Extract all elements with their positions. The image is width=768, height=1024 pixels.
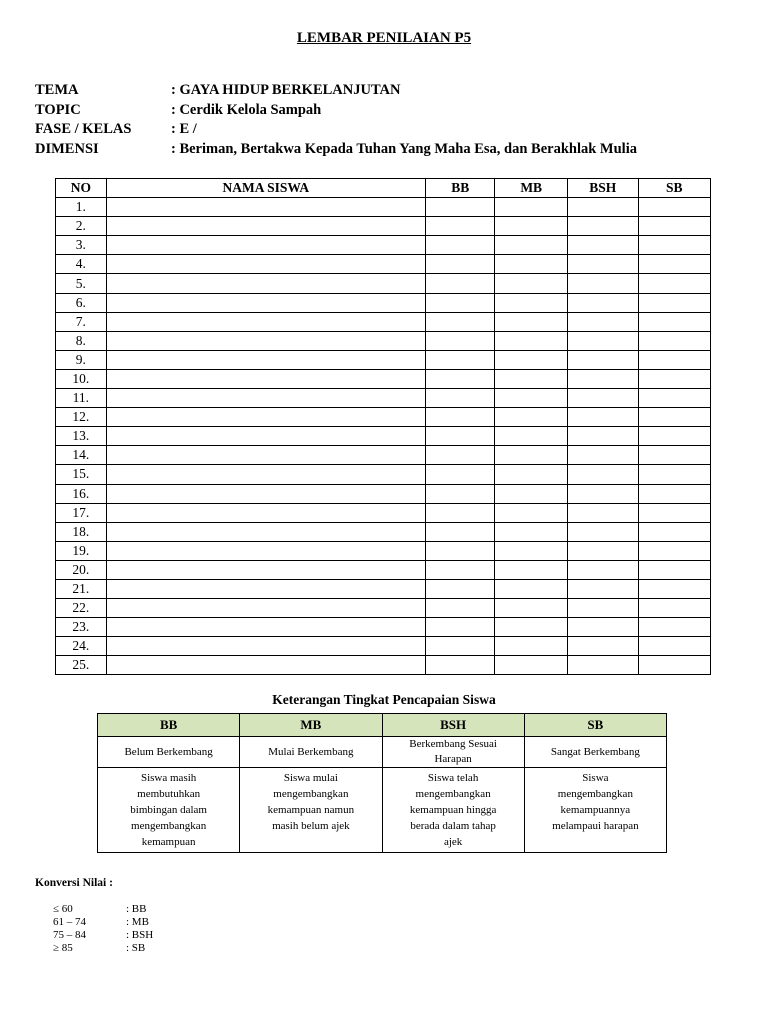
name-cell[interactable] xyxy=(106,312,425,331)
sb-cell[interactable] xyxy=(638,408,711,427)
bb-cell[interactable] xyxy=(425,293,494,312)
sb-cell[interactable] xyxy=(638,446,711,465)
sb-cell[interactable] xyxy=(638,274,711,293)
bb-cell[interactable] xyxy=(425,446,494,465)
bsh-cell[interactable] xyxy=(567,293,638,312)
row-number: 9. xyxy=(56,350,107,369)
bsh-cell[interactable] xyxy=(567,579,638,598)
sb-cell[interactable] xyxy=(638,331,711,350)
bb-cell[interactable] xyxy=(425,350,494,369)
konversi-range: ≤ 60 xyxy=(53,903,73,915)
bsh-cell[interactable] xyxy=(567,369,638,388)
konversi-title: Konversi Nilai : xyxy=(35,877,113,889)
sb-cell[interactable] xyxy=(638,350,711,369)
row-number: 4. xyxy=(56,255,107,274)
table-row xyxy=(56,274,711,293)
bsh-cell[interactable] xyxy=(567,503,638,522)
name-cell[interactable] xyxy=(106,618,425,637)
bsh-cell[interactable] xyxy=(567,522,638,541)
header-mb: MB xyxy=(495,179,568,198)
row-number: 18. xyxy=(56,522,107,541)
konversi-item xyxy=(53,929,153,942)
mb-cell[interactable] xyxy=(495,541,568,560)
bb-cell[interactable] xyxy=(425,637,494,656)
bb-cell[interactable] xyxy=(425,217,494,236)
legend-desc-line: membutuhkan xyxy=(137,788,201,800)
legend-desc-line: berada dalam tahap xyxy=(410,820,496,832)
sb-cell[interactable] xyxy=(638,656,711,675)
row-number: 7. xyxy=(56,312,107,331)
sb-cell[interactable] xyxy=(638,484,711,503)
row-number: 3. xyxy=(56,236,107,255)
legend-desc-line: kemampuan hingga xyxy=(409,804,497,816)
bb-cell[interactable] xyxy=(425,255,494,274)
row-number: 20. xyxy=(56,560,107,579)
bsh-cell[interactable] xyxy=(567,560,638,579)
konversi-item xyxy=(53,942,153,955)
bsh-cell[interactable] xyxy=(567,656,638,675)
mb-cell[interactable] xyxy=(495,369,568,388)
legend-desc-line: bimbingan dalam xyxy=(130,804,207,816)
mb-cell[interactable] xyxy=(495,312,568,331)
row-number: 25. xyxy=(56,656,107,675)
table-row xyxy=(56,408,711,427)
sb-cell[interactable] xyxy=(638,312,711,331)
mb-cell[interactable] xyxy=(495,522,568,541)
name-cell[interactable] xyxy=(106,369,425,388)
table-row xyxy=(56,541,711,560)
legend-desc-line: Siswa mulai xyxy=(283,772,338,784)
sb-cell[interactable] xyxy=(638,560,711,579)
row-number: 21. xyxy=(56,579,107,598)
legend-desc-line: Siswa xyxy=(582,772,609,784)
bb-cell[interactable] xyxy=(425,522,494,541)
meta-value: : GAYA HIDUP BERKELANJUTAN xyxy=(171,82,401,98)
bb-cell[interactable] xyxy=(425,656,494,675)
sb-cell[interactable] xyxy=(638,503,711,522)
row-number: 11. xyxy=(56,389,107,408)
legend-desc-row xyxy=(98,768,667,853)
bb-cell[interactable] xyxy=(425,198,494,217)
name-cell[interactable] xyxy=(106,331,425,350)
table-row xyxy=(56,522,711,541)
bsh-cell[interactable] xyxy=(567,389,638,408)
meta-value: : Beriman, Bertakwa Kepada Tuhan Yang Maha Esa, dan Berakhlak Mulia xyxy=(171,140,637,157)
mb-cell[interactable] xyxy=(495,236,568,255)
sb-cell[interactable] xyxy=(638,293,711,312)
bb-cell[interactable] xyxy=(425,484,494,503)
bb-cell[interactable] xyxy=(425,274,494,293)
legend-name-line: Harapan xyxy=(434,753,472,765)
table-row xyxy=(56,599,711,618)
page-title-text: LEMBAR PENILAIAN P5 xyxy=(296,30,472,46)
legend-desc-line: melampaui harapan xyxy=(552,820,639,832)
header-nama-siswa: NAMA SISWA xyxy=(106,179,425,198)
sb-cell[interactable] xyxy=(638,255,711,274)
row-number: 24. xyxy=(56,637,107,656)
bb-cell[interactable] xyxy=(425,312,494,331)
bsh-cell[interactable] xyxy=(567,217,638,236)
sb-cell[interactable] xyxy=(638,236,711,255)
table-row xyxy=(56,331,711,350)
meta-label: TOPIC xyxy=(35,101,81,118)
sb-cell[interactable] xyxy=(638,198,711,217)
legend-desc-bsh xyxy=(382,768,524,853)
bsh-cell[interactable] xyxy=(567,198,638,217)
meta-label: FASE / KELAS xyxy=(35,121,132,137)
mb-cell[interactable] xyxy=(495,350,568,369)
name-cell[interactable] xyxy=(106,579,425,598)
bb-cell[interactable] xyxy=(425,579,494,598)
mb-cell[interactable] xyxy=(495,389,568,408)
bb-cell[interactable] xyxy=(425,427,494,446)
bsh-cell[interactable] xyxy=(567,465,638,484)
bb-cell[interactable] xyxy=(425,541,494,560)
konversi-grade: : BSH xyxy=(126,929,154,941)
mb-cell[interactable] xyxy=(495,217,568,236)
meta-row-dimensi xyxy=(35,141,637,161)
table-row xyxy=(56,637,711,656)
mb-cell[interactable] xyxy=(495,293,568,312)
sb-cell[interactable] xyxy=(638,541,711,560)
legend-desc-bb xyxy=(98,768,240,853)
konversi-grade: : SB xyxy=(126,942,146,954)
legend-desc-line: mengembangkan xyxy=(131,820,207,832)
meta-row-tema xyxy=(35,82,637,102)
name-cell[interactable] xyxy=(106,637,425,656)
table-row xyxy=(56,217,711,236)
sb-cell[interactable] xyxy=(638,599,711,618)
legend-desc-mb xyxy=(240,768,382,853)
header-bb: BB xyxy=(425,179,494,198)
legend-desc-line: ajek xyxy=(443,836,463,848)
mb-cell[interactable] xyxy=(495,408,568,427)
mb-cell[interactable] xyxy=(495,255,568,274)
bb-cell[interactable] xyxy=(425,236,494,255)
legend-header-row xyxy=(98,714,667,737)
meta-label: TEMA xyxy=(35,82,79,98)
legend-name-line: Berkembang Sesuai xyxy=(409,738,497,750)
sb-cell[interactable] xyxy=(638,369,711,388)
legend-desc-line: mengembangkan xyxy=(415,788,491,800)
header-bsh: BSH xyxy=(567,179,638,198)
mb-cell[interactable] xyxy=(495,427,568,446)
table-row xyxy=(56,427,711,446)
name-cell[interactable] xyxy=(106,599,425,618)
legend-name-bsh xyxy=(382,737,524,768)
name-cell[interactable] xyxy=(106,198,425,217)
name-cell[interactable] xyxy=(106,427,425,446)
name-cell[interactable] xyxy=(106,446,425,465)
row-number: 14. xyxy=(56,446,107,465)
konversi-range: ≥ 85 xyxy=(53,942,73,954)
row-number: 6. xyxy=(56,293,107,312)
name-cell[interactable] xyxy=(106,217,425,236)
meta-value: : E / xyxy=(171,121,197,137)
mb-cell[interactable] xyxy=(495,465,568,484)
bb-cell[interactable] xyxy=(425,465,494,484)
mb-cell[interactable] xyxy=(495,599,568,618)
row-number: 23. xyxy=(56,618,107,637)
table-row xyxy=(56,312,711,331)
sb-cell[interactable] xyxy=(638,522,711,541)
table-row xyxy=(56,389,711,408)
konversi-grade: : BB xyxy=(126,903,147,915)
sb-cell[interactable] xyxy=(638,579,711,598)
meta-label: DIMENSI xyxy=(35,140,99,157)
mb-cell[interactable] xyxy=(495,484,568,503)
bsh-cell[interactable] xyxy=(567,427,638,446)
bb-cell[interactable] xyxy=(425,503,494,522)
bb-cell[interactable] xyxy=(425,560,494,579)
legend-desc-sb xyxy=(524,768,666,853)
mb-cell[interactable] xyxy=(495,503,568,522)
meta-block xyxy=(35,82,637,160)
row-number: 17. xyxy=(56,503,107,522)
table-row xyxy=(56,503,711,522)
table-row xyxy=(56,446,711,465)
legend-desc-line: masih belum ajek xyxy=(272,820,350,832)
bsh-cell[interactable] xyxy=(567,484,638,503)
table-row xyxy=(56,369,711,388)
sb-cell[interactable] xyxy=(638,465,711,484)
sb-cell[interactable] xyxy=(638,618,711,637)
name-cell[interactable] xyxy=(106,541,425,560)
grade-table-header-row xyxy=(56,179,711,198)
mb-cell[interactable] xyxy=(495,560,568,579)
legend-desc-line: Siswa telah xyxy=(427,772,479,784)
mb-cell[interactable] xyxy=(495,446,568,465)
grade-table-body xyxy=(56,198,711,675)
konversi-list xyxy=(53,903,153,955)
bb-cell[interactable] xyxy=(425,599,494,618)
row-number: 12. xyxy=(56,408,107,427)
legend-desc-line: mengembangkan xyxy=(557,788,633,800)
bsh-cell[interactable] xyxy=(567,541,638,560)
mb-cell[interactable] xyxy=(495,198,568,217)
meta-row-fase-kelas xyxy=(35,121,637,141)
konversi-item xyxy=(53,903,153,916)
bsh-cell[interactable] xyxy=(567,331,638,350)
grade-table xyxy=(55,178,711,675)
name-cell[interactable] xyxy=(106,274,425,293)
table-row xyxy=(56,579,711,598)
header-sb: SB xyxy=(638,179,711,198)
bsh-cell[interactable] xyxy=(567,637,638,656)
konversi-item xyxy=(53,916,153,929)
bb-cell[interactable] xyxy=(425,408,494,427)
row-number: 10. xyxy=(56,369,107,388)
meta-row-topic xyxy=(35,102,637,122)
mb-cell[interactable] xyxy=(495,656,568,675)
name-cell[interactable] xyxy=(106,389,425,408)
sb-cell[interactable] xyxy=(638,217,711,236)
bsh-cell[interactable] xyxy=(567,312,638,331)
row-number: 2. xyxy=(56,217,107,236)
bb-cell[interactable] xyxy=(425,369,494,388)
bsh-cell[interactable] xyxy=(567,446,638,465)
legend-code-bsh: BSH xyxy=(382,714,524,737)
bsh-cell[interactable] xyxy=(567,350,638,369)
row-number: 8. xyxy=(56,331,107,350)
row-number: 1. xyxy=(56,198,107,217)
bb-cell[interactable] xyxy=(425,389,494,408)
bb-cell[interactable] xyxy=(425,331,494,350)
bsh-cell[interactable] xyxy=(567,408,638,427)
page-title xyxy=(0,30,768,47)
row-number: 19. xyxy=(56,541,107,560)
konversi-range: 61 – 74 xyxy=(53,916,86,928)
mb-cell[interactable] xyxy=(495,618,568,637)
mb-cell[interactable] xyxy=(495,637,568,656)
bsh-cell[interactable] xyxy=(567,599,638,618)
table-row xyxy=(56,255,711,274)
sb-cell[interactable] xyxy=(638,389,711,408)
header-no: NO xyxy=(56,179,107,198)
bb-cell[interactable] xyxy=(425,618,494,637)
konversi-range: 75 – 84 xyxy=(53,929,86,941)
name-cell[interactable] xyxy=(106,236,425,255)
row-number: 22. xyxy=(56,599,107,618)
mb-cell[interactable] xyxy=(495,331,568,350)
row-number: 16. xyxy=(56,484,107,503)
row-number: 13. xyxy=(56,427,107,446)
sb-cell[interactable] xyxy=(638,637,711,656)
legend-desc-line: Siswa masih xyxy=(140,772,197,784)
bsh-cell[interactable] xyxy=(567,255,638,274)
table-row xyxy=(56,484,711,503)
legend-desc-line: kemampuannya xyxy=(560,804,631,816)
legend-desc-line: mengembangkan xyxy=(273,788,349,800)
legend-title: Keterangan Tingkat Pencapaian Siswa xyxy=(272,692,496,707)
meta-value: : Cerdik Kelola Sampah xyxy=(171,101,322,118)
table-row xyxy=(56,236,711,255)
table-row xyxy=(56,656,711,675)
mb-cell[interactable] xyxy=(495,579,568,598)
legend-desc-line: kemampuan namun xyxy=(267,804,355,816)
legend-name-bb: Belum Berkembang xyxy=(98,737,240,768)
row-number: 5. xyxy=(56,274,107,293)
legend-name-row xyxy=(98,737,667,768)
name-cell[interactable] xyxy=(106,293,425,312)
name-cell[interactable] xyxy=(106,656,425,675)
bsh-cell[interactable] xyxy=(567,236,638,255)
name-cell[interactable] xyxy=(106,560,425,579)
legend-desc-line: kemampuan xyxy=(141,836,196,848)
name-cell[interactable] xyxy=(106,484,425,503)
bsh-cell[interactable] xyxy=(567,274,638,293)
table-row xyxy=(56,350,711,369)
name-cell[interactable] xyxy=(106,408,425,427)
name-cell[interactable] xyxy=(106,255,425,274)
table-row xyxy=(56,618,711,637)
bsh-cell[interactable] xyxy=(567,618,638,637)
mb-cell[interactable] xyxy=(495,274,568,293)
name-cell[interactable] xyxy=(106,465,425,484)
table-row xyxy=(56,198,711,217)
table-row xyxy=(56,560,711,579)
legend-code-bb: BB xyxy=(98,714,240,737)
sb-cell[interactable] xyxy=(638,427,711,446)
legend-code-mb: MB xyxy=(240,714,382,737)
name-cell[interactable] xyxy=(106,503,425,522)
legend-table xyxy=(97,713,667,853)
table-row xyxy=(56,465,711,484)
name-cell[interactable] xyxy=(106,350,425,369)
legend-name-sb: Sangat Berkembang xyxy=(524,737,666,768)
row-number: 15. xyxy=(56,465,107,484)
name-cell[interactable] xyxy=(106,522,425,541)
konversi-grade: : MB xyxy=(126,916,149,928)
legend-name-mb: Mulai Berkembang xyxy=(240,737,382,768)
table-row xyxy=(56,293,711,312)
legend-code-sb: SB xyxy=(524,714,666,737)
